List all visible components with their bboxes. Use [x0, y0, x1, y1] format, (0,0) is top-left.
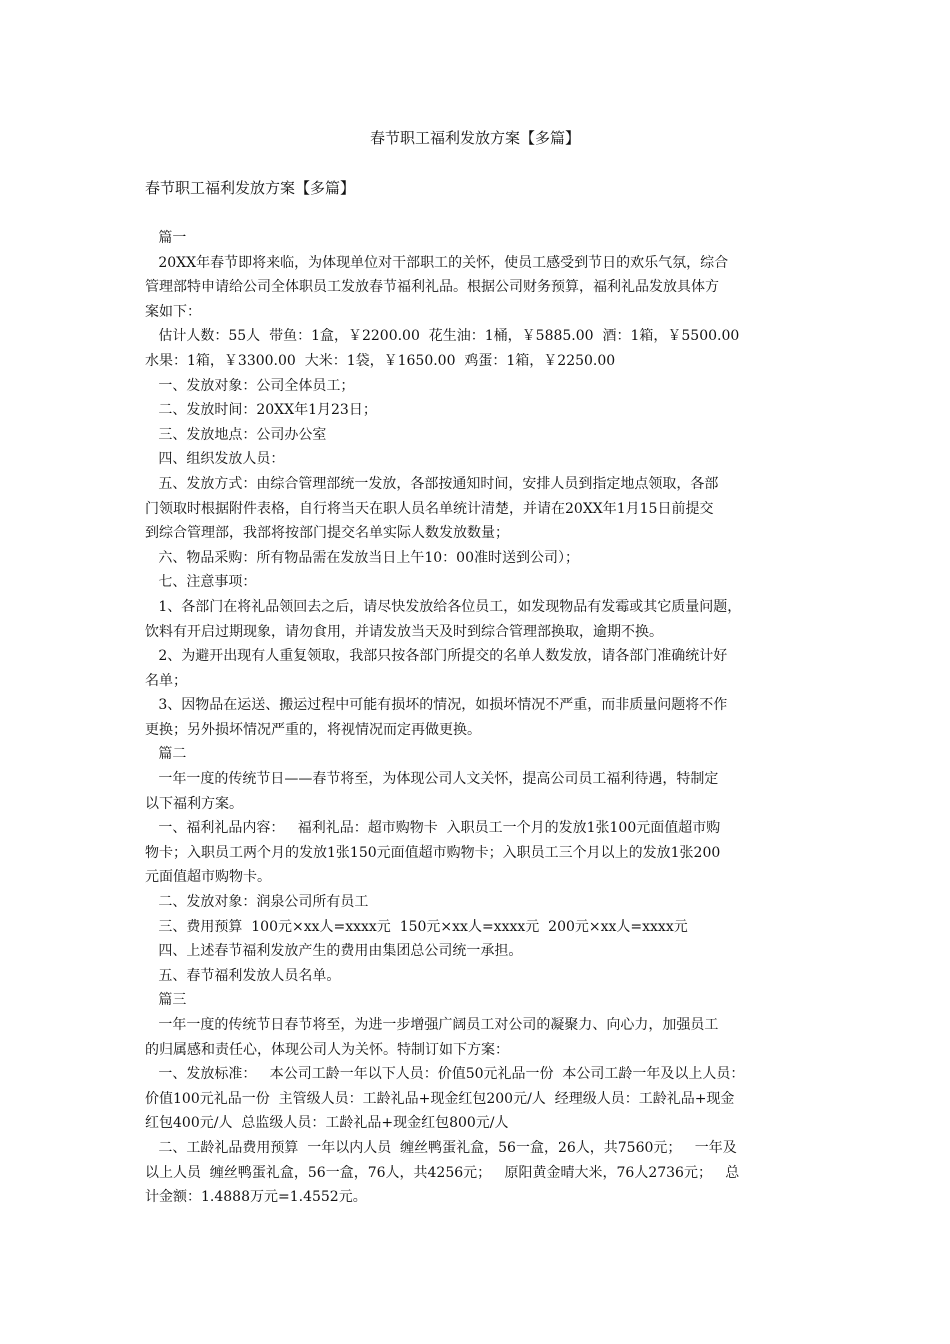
text-line: 五、春节福利发放人员名单。 [145, 967, 341, 984]
text-line: 五、发放方式：由综合管理部统一发放，各部按通知时间，安排人员到指定地点领取，各部 [145, 475, 719, 492]
text-line: 二、发放对象：润泉公司所有员工 [145, 894, 369, 911]
text-line: 一、发放标准： 本公司工龄一年以下人员：价值50元礼品一份 本公司工龄一年及以上人员： [145, 1066, 745, 1083]
text-line: 案如下： [145, 303, 201, 320]
text-line: 一年一度的传统节日——春节将至，为体现公司人文关怀，提高公司员工福利待遇，特制定 [145, 771, 719, 788]
text-line: 二、工龄礼品费用预算 一年以内人员 缠丝鸭蛋礼盒，56一盒，26人，共7560元； 一年及 [145, 1139, 737, 1156]
document-heading: 春节职工福利发放方案【多篇】 [145, 179, 356, 197]
text-line: 四、组织发放人员： [145, 451, 285, 468]
page-title: 春节职工福利发放方案【多篇】 [369, 129, 580, 147]
text-line: 以上人员 缠丝鸭蛋礼盒，56一盒，76人，共4256元； 原阳黄金晴大米，76人2736元； 总 [145, 1164, 740, 1181]
text-line: 名单； [145, 672, 187, 689]
text-line: 二、发放时间：20XX年1月23日； [145, 402, 377, 419]
text-line: 计金额：1.4888万元=1.4552元。 [145, 1189, 367, 1206]
text-line: 物卡；入职员工两个月的发放1张150元面值超市购物卡；入职员工三个月以上的发放1张200 [145, 844, 721, 861]
text-line: 篇一 [145, 230, 187, 246]
text-line: 到综合管理部，我部将按部门提交名单实际人数发放数量； [145, 525, 509, 542]
text-line: 红包400元/人 总监级人员：工龄礼品+现金红包800元/人 [145, 1115, 509, 1132]
text-line: 三、费用预算 100元×xx人=xxxx元 150元×xx人=xxxx元 200元×xx人=xxxx元 [145, 918, 688, 935]
text-line: 20XX年春节即将来临，为体现单位对干部职工的关怀，使员工感受到节日的欢乐气氛，综合 [145, 254, 729, 271]
document-body [145, 226, 810, 1210]
text-line: 一、发放对象：公司全体员工； [145, 377, 355, 394]
text-line: 六、物品采购：所有物品需在发放当日上午10：00准时送到公司）； [145, 549, 579, 566]
text-line: 一、福利礼品内容： 福利礼品：超市购物卡 入职员工一个月的发放1张100元面值超市购 [145, 820, 721, 837]
text-line: 的归属感和责任心，体现公司人为关怀。特制订如下方案： [145, 1041, 509, 1058]
text-line: 饮料有开启过期现象，请勿食用，并请发放当天及时到综合管理部换取，逾期不换。 [145, 623, 663, 640]
text-line: 门领取时根据附件表格，自行将当天在职人员名单统计清楚，并请在20XX年1月15日前提交 [145, 500, 714, 517]
text-line: 三、发放地点：公司办公室 [145, 426, 327, 443]
text-line: 七、注意事项： [145, 574, 257, 591]
text-line: 四、上述春节福利发放产生的费用由集团总公司统一承担。 [145, 943, 523, 960]
text-line: 更换；另外损坏情况严重的，将视情况而定再做更换。 [145, 721, 481, 738]
text-line: 篇二 [145, 746, 187, 763]
text-line: 以下福利方案。 [145, 795, 243, 812]
text-line: 2、为避开出现有人重复领取，我部只按各部门所提交的名单人数发放，请各部门准确统计好 [145, 648, 728, 665]
text-line: 元面值超市购物卡。 [145, 869, 271, 886]
text-line: 篇三 [145, 992, 187, 1009]
text-line: 价值100元礼品一份 主管级人员：工龄礼品+现金红包200元/人 经理级人员：工龄礼品+现金 [145, 1090, 735, 1107]
text-line: 3、因物品在运送、搬运过程中可能有损坏的情况，如损坏情况不严重，而非质量问题将不作 [145, 697, 728, 714]
text-line: 水果：1箱，￥3300.00 大米：1袋，￥1650.00 鸡蛋：1箱，￥2250.00 [145, 352, 616, 369]
text-line: 管理部特申请给公司全体职员工发放春节福利礼品。根据公司财务预算，福利礼品发放具体方 [145, 279, 719, 296]
text-line: 1、各部门在将礼品领回去之后，请尽快发放给各位员工，如发现物品有发霉或其它质量问题， [145, 598, 742, 615]
text-line: 估计人数：55人 带鱼：1盒，￥2200.00 花生油：1桶，￥5885.00 酒：1箱，￥5500.00 [145, 328, 740, 345]
text-line: 一年一度的传统节日春节将至，为进一步增强广阔员工对公司的凝聚力、向心力，加强员工 [145, 1017, 719, 1033]
